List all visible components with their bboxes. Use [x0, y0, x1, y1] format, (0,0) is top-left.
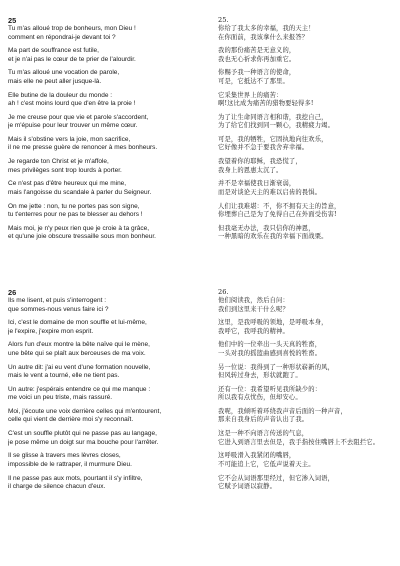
- verse-line: On me jette : non, tu ne portes pas son signe,: [8, 202, 140, 210]
- verse-line: je pose même un doigt sur ma bouche pour l'arrêter.: [8, 438, 159, 446]
- verse-line: 你给了我太多的幸福，我的天主！: [218, 25, 315, 32]
- verse-line: 并不是幸福使我日渐衰弱，: [218, 180, 296, 188]
- verse-line: mes privilèges sont trop lourds à porter.: [8, 166, 122, 174]
- poem-number: 26: [8, 288, 17, 297]
- verse-line: 那来自我身后的声音认出了我。: [218, 416, 309, 424]
- verse-line: 你埋葬自己是为了免得自己在外面受伤害!: [218, 211, 337, 218]
- verse-line: Moi, j'écoute une voix derrière celles qui m'entourent,: [8, 407, 162, 415]
- verse-line: 他们阅读我，然后自问：: [218, 297, 289, 304]
- stanza: [218, 69, 396, 86]
- poem-number: 26.: [218, 288, 229, 296]
- stanza: [8, 364, 184, 381]
- verse-line: Il se glisse à travers mes lèvres closes,: [8, 452, 121, 460]
- verse-line: Un autre dit: j'ai eu vent d'une formation nouvelle,: [8, 363, 151, 371]
- stanza: [218, 92, 396, 109]
- stanza: [218, 297, 396, 314]
- french-column: [8, 16, 184, 560]
- verse-line: 为了给它们找到同一颗心，我精疲力竭。: [218, 122, 335, 130]
- stanza: [218, 386, 396, 403]
- verse-line: 可是，我的牺牲，它固执地向往欢乐，: [218, 135, 328, 143]
- stanza: [8, 319, 184, 336]
- verse-line: 我呢，我倾听着环绕我声音后面的一种声音，: [218, 407, 347, 415]
- stanza: [218, 203, 396, 220]
- verse-line: Je regarde ton Christ et je m'affole,: [8, 158, 109, 166]
- stanza: [8, 408, 184, 425]
- verse-line: 它进入到语言里去但是，我手指按住嘴唇上不去阻拦它。: [218, 438, 380, 446]
- verse-line: tu t'enterres pour ne pas te blesser au dehors !: [8, 211, 143, 218]
- verse-line: Tu m'as alloué une vocation de parole,: [8, 69, 120, 77]
- stanza: [218, 114, 396, 131]
- stanza: [8, 452, 184, 469]
- poem-number: 25: [8, 16, 17, 25]
- verse-line: 这是一种不向语言传送的气息，: [218, 430, 309, 438]
- stanza: [8, 475, 184, 492]
- poem-1: [8, 16, 184, 288]
- verse-line: 而是对谈论天主的难以启齿的畏惧。: [218, 188, 322, 196]
- stanza: [218, 319, 396, 336]
- verse-line: Elle butine de la douleur du monde :: [8, 91, 113, 99]
- verse-line: je m'épuise pour leur trouver un même cœur.: [8, 122, 138, 130]
- verse-line: 我呼它，我呼我的精神。: [218, 327, 289, 335]
- verse-line: 不可能追上它，它低声说着天主。: [218, 460, 315, 468]
- verse-line: et je n'ai pas le cœur de te prier de l'alourdir.: [8, 55, 136, 63]
- verse-line: Un autre: j'espérais entendre ce qui me manque :: [8, 385, 151, 393]
- stanza: [8, 386, 184, 403]
- verse-line: comment en répondrai-je devant toi ?: [8, 33, 116, 41]
- poem-2: [8, 288, 184, 560]
- verse-line: Mais il s'obstine vers la joie, mon sacrifice,: [8, 135, 131, 143]
- stanza: [218, 180, 396, 197]
- verse-line: 你赐予我一种语言的使命，: [218, 69, 296, 77]
- verse-line: une bête qui se plaît aux berceuses de ma voix.: [8, 349, 146, 357]
- verse-line: C'est un souffle plutôt qui ne passe pas au langage,: [8, 430, 157, 438]
- verse-line: il ne me presse guère de renoncer à mes bonheurs.: [8, 144, 158, 152]
- stanza: [218, 136, 396, 153]
- stanza: [218, 341, 396, 358]
- stanza: [8, 47, 184, 64]
- verse-line: 它采集世界上的痛苦：: [218, 91, 283, 99]
- verse-line: 在你面前，我该拿什么来报答？: [218, 33, 309, 41]
- stanza: [8, 25, 184, 42]
- poem-1: [218, 16, 396, 288]
- verse-line: Tu m'as alloué trop de bonheurs, mon Dieu !: [8, 25, 136, 32]
- verse-line: impossible de le rattraper, il murmure Dieu.: [8, 460, 132, 468]
- chinese-column: [218, 16, 396, 560]
- verse-line: 我们到这里来干什么呢？: [218, 305, 289, 313]
- verse-line: Ici, c'est le domaine de mon souffle et lui-même,: [8, 319, 147, 327]
- verse-line: que sommes-nous venus faire ici ?: [8, 305, 109, 313]
- verse-line: 它好像并不急于要我舍弃幸福。: [218, 144, 309, 152]
- verse-line: ah ! c'est moins lourd que d'en être la proie !: [8, 100, 136, 108]
- stanza: [218, 364, 396, 381]
- verse-line: 我望着你的耶稣，我恐慌了，: [218, 158, 302, 166]
- verse-line: 但风转过身去，形状就跑了。: [218, 372, 302, 380]
- verse-line: 一种黑暗的欢乐在我的幸福下面战栗。: [218, 233, 328, 241]
- stanza: [218, 25, 396, 42]
- stanza: [8, 341, 184, 358]
- verse-line: 啊!这比成为痛苦的猎物要轻得多!: [218, 100, 314, 108]
- verse-line: 所以我有点忧伤，但却安心。: [218, 394, 302, 402]
- verse-line: mais elle ne peut aller jusque-là.: [8, 77, 102, 85]
- verse-line: Alors l'un d'eux montre la bête naïve qui le mène,: [8, 341, 150, 349]
- verse-line: 为了让生命同语言相和谐，我挖自己，: [218, 113, 328, 121]
- stanza: [8, 136, 184, 153]
- stanza: [8, 203, 184, 220]
- verse-line: Il ne passe pas aux mots, pourtant il s'y infiltre,: [8, 474, 143, 482]
- stanza: [8, 180, 184, 197]
- stanza: [8, 92, 184, 109]
- verse-line: il charge de silence chacun d'eux.: [8, 483, 106, 490]
- verse-line: 人们让我难堪：不，你不拥有天主的旨意，: [218, 202, 341, 210]
- stanza: [218, 408, 396, 425]
- verse-line: 我身上的恩惠太沉了。: [218, 166, 283, 174]
- stanza: [218, 430, 396, 447]
- stanza: [8, 69, 184, 86]
- verse-line: 另一位说：我得到了一种形状崭新的风，: [218, 363, 335, 371]
- verse-line: 但我毫无办法，我只信你的神恩，: [218, 224, 315, 232]
- poem-number: 25.: [218, 16, 229, 24]
- verse-line: 它不会从词语那里经过，但它渗入词语，: [218, 474, 335, 482]
- stanza: [218, 475, 396, 492]
- verse-line: 它赋予词语以寂静。: [218, 483, 277, 490]
- stanza: [8, 114, 184, 131]
- verse-line: 可是，它抵达不了那里。: [218, 77, 289, 85]
- verse-line: et qu'une joie obscure tressaille sous mon bonheur.: [8, 233, 156, 241]
- stanza: [218, 158, 396, 175]
- verse-line: mais l'angoisse du scandale à parler du Seigneur.: [8, 188, 152, 196]
- verse-line: 他们中的一位牵出一头天真的牲畜，: [218, 341, 322, 349]
- verse-line: Mais moi, je n'y peux rien que je croie à ta grâce,: [8, 224, 150, 232]
- stanza: [218, 47, 396, 64]
- verse-line: me voici un peu triste, mais rassuré.: [8, 394, 113, 402]
- verse-line: Ils me lisent, et puis s'interrogent :: [8, 297, 107, 304]
- verse-line: Ce n'est pas d'être heureux qui me mine,: [8, 180, 127, 188]
- stanza: [218, 452, 396, 469]
- verse-line: 我的那份痛苦是无意义的，: [218, 47, 296, 55]
- verse-line: Ma part de souffrance est futile,: [8, 47, 99, 55]
- verse-line: 这呼吸滑入我紧闭的嘴唇，: [218, 452, 296, 460]
- stanza: [8, 225, 184, 242]
- stanza: [8, 158, 184, 175]
- verse-line: mais le vent a tourné, elle ne tient pas.: [8, 372, 120, 380]
- verse-line: Je me creuse pour que vie et parole s'accordent,: [8, 113, 149, 121]
- verse-line: 我也无心祈求你再加重它。: [218, 55, 296, 63]
- verse-line: celle qui vient de derrière moi s'y reconnaît.: [8, 416, 134, 424]
- verse-line: je l'expire, j'expire mon esprit.: [8, 327, 94, 335]
- stanza: [8, 430, 184, 447]
- verse-line: 还有一位：我希望听见我所缺少的：: [218, 385, 322, 393]
- verse-line: 一头对我的摇篮曲感到喜悦的牲畜。: [218, 349, 322, 357]
- stanza: [218, 225, 396, 242]
- poem-2: [218, 288, 396, 560]
- stanza: [8, 297, 184, 314]
- verse-line: 这里，是我呼吸的领地，是呼吸本身，: [218, 319, 328, 327]
